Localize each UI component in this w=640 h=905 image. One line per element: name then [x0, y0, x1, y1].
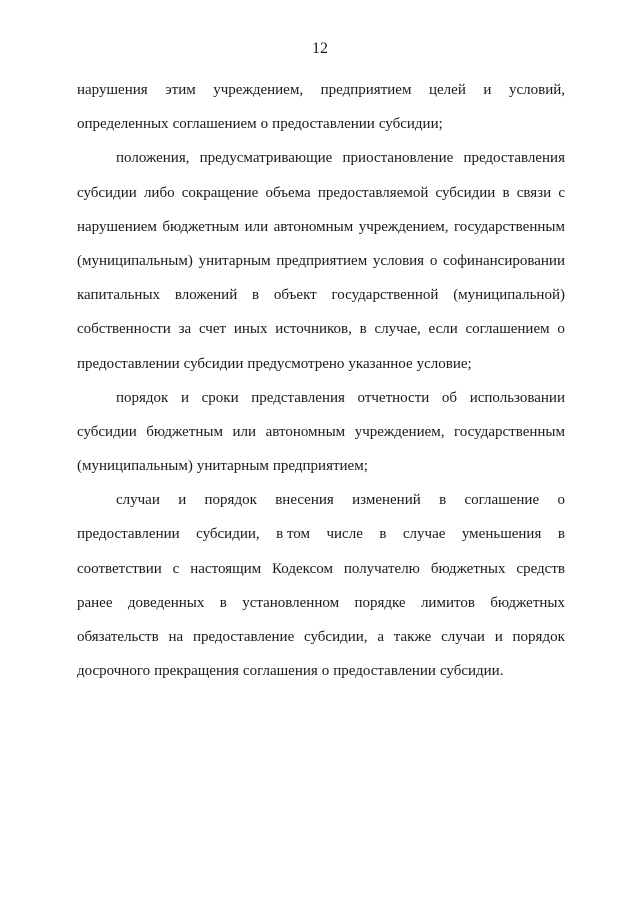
word: условие; — [416, 355, 472, 372]
word: приостановление — [342, 150, 454, 167]
word: предоставлении — [77, 355, 180, 372]
text-line — [77, 449, 565, 483]
word: унитарным — [198, 252, 271, 269]
word: (муниципальным) — [77, 458, 193, 475]
word: ранее — [77, 594, 113, 611]
text-line — [77, 586, 565, 620]
word: соглашением — [172, 116, 257, 133]
word: предоставлении — [333, 663, 436, 680]
word: связи — [516, 184, 552, 201]
word: случае — [402, 526, 446, 543]
word: объема — [265, 184, 311, 201]
word: прекращения — [154, 663, 239, 680]
word: использовании — [469, 389, 565, 406]
word: а — [377, 629, 384, 645]
word: объект — [273, 287, 317, 304]
text-line — [77, 347, 565, 381]
word: и — [483, 82, 492, 98]
word: в — [252, 287, 260, 304]
page-number: 12 — [312, 40, 328, 57]
word: порядок — [116, 389, 169, 406]
word: автономным — [273, 218, 354, 235]
word: капитальных — [77, 287, 161, 304]
word: бюджетных — [430, 560, 506, 577]
word: о — [557, 492, 565, 509]
word: субсидии — [77, 184, 137, 201]
word: субсидии, — [304, 629, 368, 645]
word: условия — [372, 252, 425, 269]
word: порядке — [354, 594, 406, 611]
word: собственности — [77, 321, 171, 338]
word: бюджетным — [162, 218, 240, 235]
word: в — [502, 184, 510, 201]
body-text — [77, 73, 565, 688]
word: унитарным — [196, 458, 269, 475]
word: определенных — [77, 116, 169, 133]
word: или — [232, 423, 257, 440]
word: предоставления — [463, 150, 565, 167]
word: и — [178, 492, 187, 509]
word: положения, — [116, 150, 190, 167]
word: (муниципальной) — [453, 287, 565, 304]
word: получателю — [343, 560, 420, 577]
word: счет — [198, 321, 227, 338]
word: о — [260, 116, 269, 133]
word: внесения — [275, 492, 334, 509]
word: нарушением — [77, 218, 157, 235]
word: числе — [326, 526, 363, 543]
text-line — [77, 620, 565, 654]
word: за — [178, 321, 192, 338]
word: доведенных — [127, 594, 205, 611]
word: представления — [251, 389, 345, 406]
word: предусмотрено — [247, 355, 345, 372]
word: государственной — [331, 287, 439, 304]
word: в — [359, 321, 367, 338]
word: досрочного — [77, 663, 151, 680]
word: на — [168, 629, 184, 645]
word: учреждением, — [358, 218, 449, 235]
word: этим — [165, 82, 196, 98]
word: источников, — [275, 321, 352, 338]
word: отчетности — [357, 389, 430, 406]
word: предоставлении — [272, 116, 375, 133]
word: нарушения — [77, 82, 148, 98]
word: настоящим — [190, 560, 262, 577]
word: также — [393, 629, 432, 645]
word: о — [429, 252, 438, 269]
text-line — [77, 415, 565, 449]
word: изменений — [352, 492, 421, 509]
word: с — [172, 560, 180, 577]
text-line — [77, 210, 565, 244]
word: предусматривающие — [199, 150, 333, 167]
word: соответствии — [77, 560, 162, 577]
word: порядок — [204, 492, 257, 509]
word: иных — [233, 321, 268, 338]
word: предоставлении — [77, 526, 180, 543]
word: в — [379, 526, 387, 543]
word: вложений — [174, 287, 238, 304]
word: указанное — [348, 355, 413, 372]
text-line — [77, 73, 565, 107]
word: предприятием; — [272, 458, 368, 475]
word: в — [557, 526, 565, 543]
word: предоставление — [192, 629, 295, 645]
word: софинансировании — [443, 252, 565, 269]
word: уменьшения — [461, 526, 542, 543]
text-line — [77, 552, 565, 586]
word: субсидии, — [196, 526, 260, 543]
word: соглашение — [464, 492, 540, 509]
text-line — [77, 483, 565, 517]
word: предприятием — [320, 82, 412, 98]
word: соглашением — [465, 321, 550, 338]
word: случаи — [116, 492, 160, 509]
word: с — [558, 184, 565, 201]
word: случае, — [374, 321, 421, 338]
word: учреждением, — [354, 423, 445, 440]
word: об — [441, 389, 458, 406]
text-line — [77, 312, 565, 346]
word: в — [439, 492, 447, 509]
word: субсидии — [77, 423, 137, 440]
text-line — [77, 107, 565, 141]
word: о — [321, 663, 330, 680]
word: средств — [516, 560, 565, 577]
word: учреждением, — [213, 82, 304, 98]
word: обязательств — [77, 629, 159, 645]
text-line — [77, 278, 565, 312]
text-line — [77, 176, 565, 210]
word: предприятием — [276, 252, 368, 269]
word: сокращение — [181, 184, 259, 201]
word: или — [244, 218, 269, 235]
text-line — [77, 141, 565, 175]
text-line — [77, 517, 565, 551]
word: и — [494, 629, 503, 645]
word: либо — [143, 184, 175, 201]
word: в — [219, 594, 227, 611]
word: если — [428, 321, 458, 338]
word: установленном — [242, 594, 340, 611]
word: соглашения — [242, 663, 318, 680]
word: предоставляемой — [317, 184, 429, 201]
word: государственным — [454, 218, 565, 235]
word: государственным — [454, 423, 565, 440]
word: субсидии — [183, 355, 244, 372]
word: порядок — [512, 629, 565, 645]
word: случаи — [441, 629, 485, 645]
word: субсидии; — [378, 116, 443, 133]
text-line — [77, 381, 565, 415]
word: субсидии — [435, 184, 496, 201]
word: лимитов — [420, 594, 475, 611]
word: (муниципальным) — [77, 252, 193, 269]
text-line — [77, 654, 565, 688]
word: автономным — [265, 423, 346, 440]
word: о — [557, 321, 565, 338]
word: субсидии. — [439, 663, 504, 680]
word: условий, — [508, 82, 565, 98]
text-line — [77, 244, 565, 278]
word: бюджетным — [146, 423, 223, 440]
word: сроки — [201, 389, 239, 406]
word: Кодексом — [272, 560, 333, 577]
word: целей — [428, 82, 466, 98]
word: в том — [276, 526, 311, 543]
word: и — [180, 389, 190, 406]
word: бюджетных — [490, 594, 565, 611]
